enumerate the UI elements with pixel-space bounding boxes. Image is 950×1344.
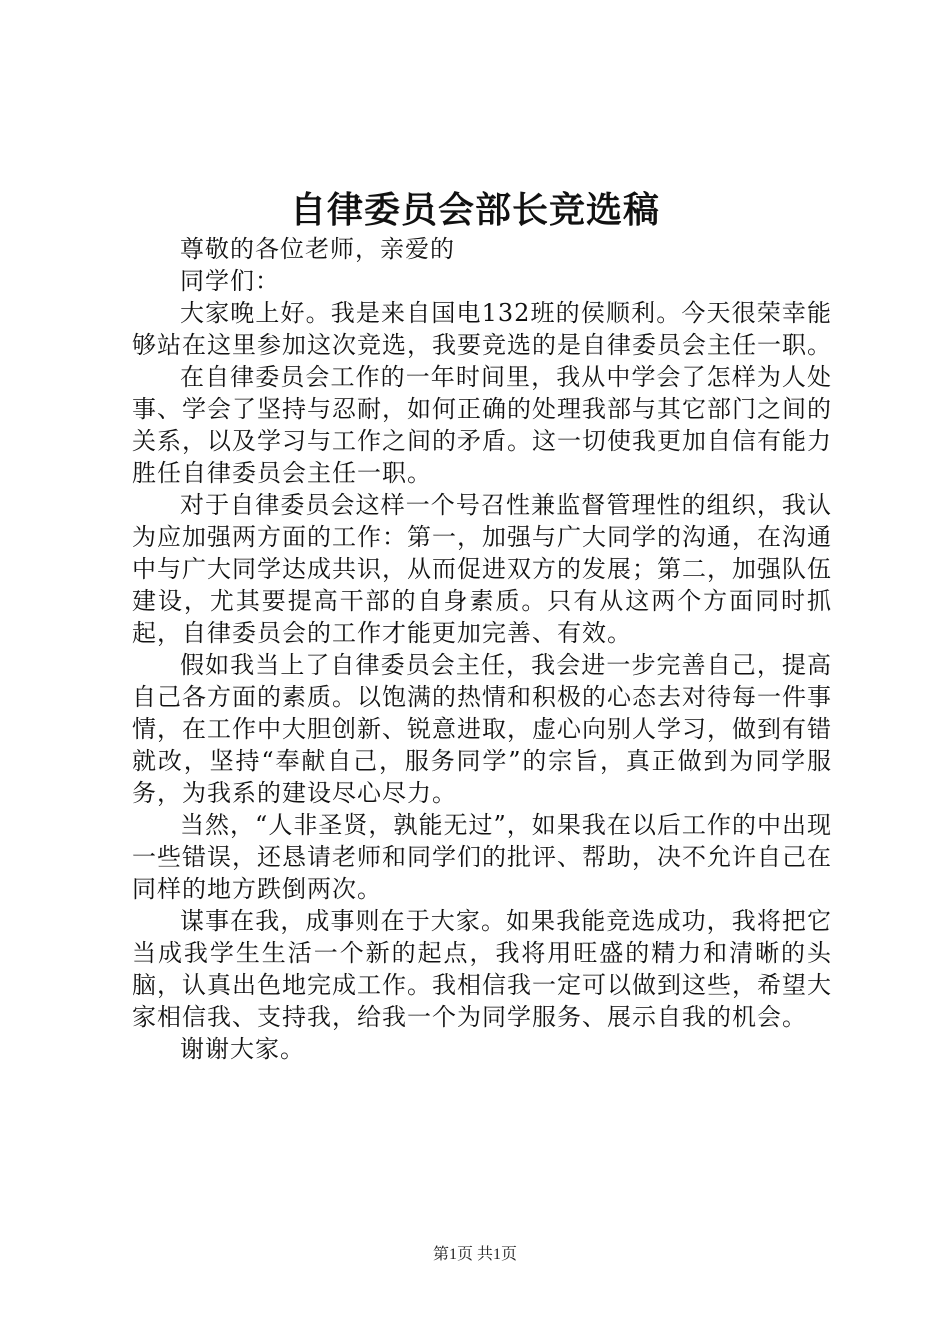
paragraph-commitment: 假如我当上了自律委员会主任，我会进一步完善自己，提高自己各方面的素质。以饱满的热情和积极的心态去对待每一件事情，在工作中大胆创新、锐意进取，虚心向别人学习，做到有错就改，坚持“奉献自己，服务同学”的宗旨，真正做到为同学服务，为我系的建设尽心尽力。 (132, 651, 832, 807)
paragraph-salutation: 尊敬的各位老师，亲爱的 (180, 235, 455, 263)
document-title: 自律委员会部长竞选稿 (289, 189, 660, 231)
paragraph-thanks: 谢谢大家。 (180, 1035, 305, 1063)
paragraph-humility: 当然，“人非圣贤，孰能无过”，如果我在以后工作的中出现一些错误，还恳请老师和同学们的批评、帮助，决不允许自己在同样的地方跌倒两次。 (132, 811, 832, 903)
page-footer: 第1页 共1页 (432, 1246, 517, 1263)
paragraph-experience: 在自律委员会工作的一年时间里，我从中学会了怎样为人处事、学会了坚持与忍耐，如何正确的处理我部与其它部门之间的关系，以及学习与工作之间的矛盾。这一切使我更加自信有能力胜任自律委员会主任一职。 (132, 363, 832, 487)
paragraph-plan: 对于自律委员会这样一个号召性兼监督管理性的组织，我认为应加强两方面的工作：第一，加强与广大同学的沟通，在沟通中与广大同学达成共识，从而促进双方的发展；第二，加强队伍建设，尤其要提高干部的自身素质。只有从这两个方面同时抓起，自律委员会的工作才能更加完善、有效。 (132, 491, 832, 647)
paragraph-salutation-cont: 同学们： (180, 267, 280, 295)
paragraph-greeting: 大家晚上好。我是来自国电132班的侯顺利。今天很荣幸能够站在这里参加这次竞选，我要竞选的是自律委员会主任一职。 (132, 299, 832, 359)
paragraph-closing: 谋事在我，成事则在于大家。如果我能竞选成功，我将把它当成我学生生活一个新的起点，我将用旺盛的精力和清晰的头脑，认真出色地完成工作。我相信我一定可以做到这些，希望大家相信我、支持我，给我一个为同学服务、展示自我的机会。 (132, 907, 832, 1031)
document-body (132, 233, 832, 1065)
